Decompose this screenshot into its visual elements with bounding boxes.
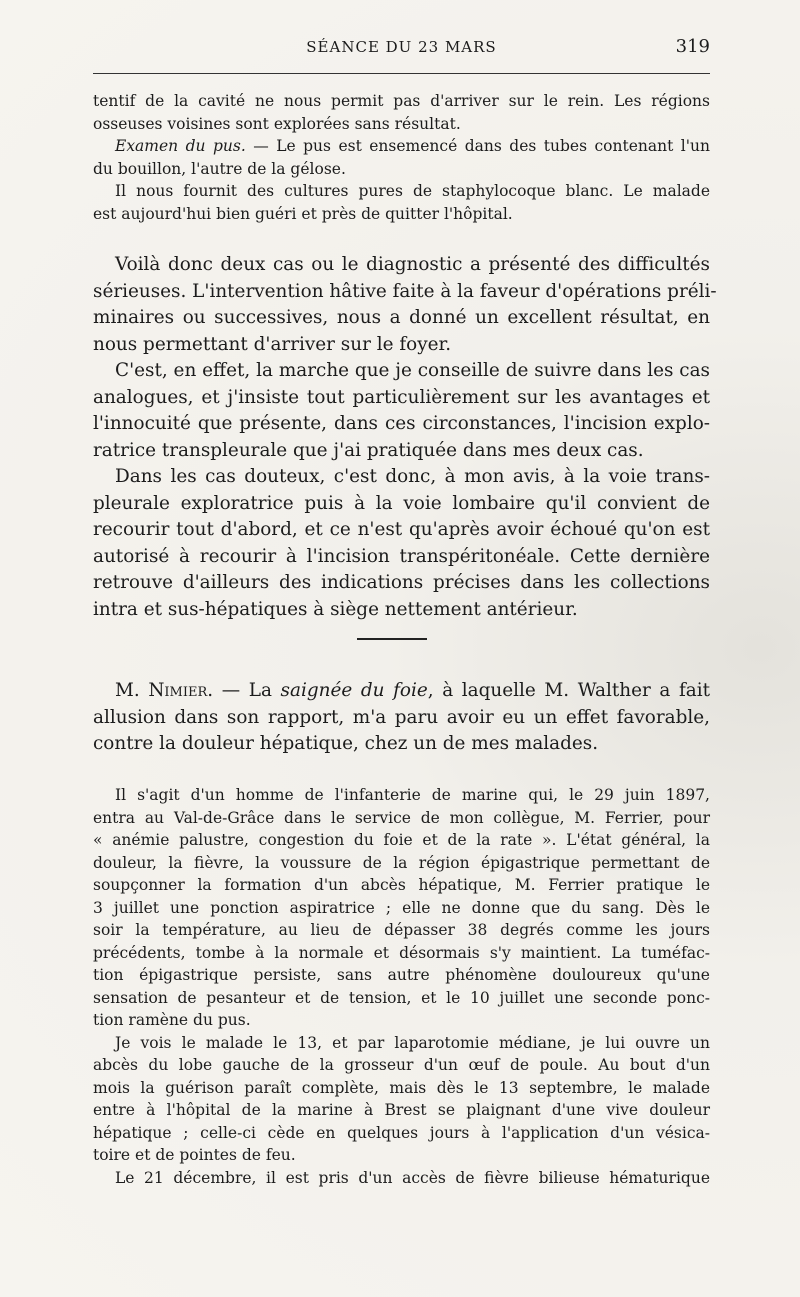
text-line: l'innocuité que présente, dans ces circonstances, l'incision explo- [93,413,710,434]
speaker-prefix: M. [115,680,149,701]
text-line: mois la guérison paraît complète, mais dès le 13 septembre, le malade [93,1078,710,1097]
text-line [93,135,710,158]
paragraph-block-4 [93,784,710,1189]
text-line: autorisé à recourir à l'incision transpéritonéale. Cette dernière [93,545,710,567]
text-line: sensation de pesanteur et de tension, et le 10 juillet une seconde ponc- [93,988,710,1007]
text-line: soir la température, au lieu de dépasser 38 degrés comme les jours [93,921,710,939]
text-line: Le 21 décembre, il est pris d'un accès de fièvre bilieuse hématurique [115,1168,710,1187]
page-header [93,36,710,60]
text-line: douleur, la fièvre, la voussure de la région épigastrique permettant de [93,853,710,872]
text-line: tentif de la cavité ne nous permit pas d'arriver sur le rein. Les régions [93,92,710,110]
text-line: Dans les cas douteux, c'est donc, à mon avis, à la voie trans- [115,466,710,487]
examen-rest: — Le pus est ensemencé dans des tubes contenant l'un [245,137,710,155]
text-line: entre à l'hôpital de la marine à Brest se plaignant d'une vive douleur [93,1101,710,1119]
text-line: abcès du lobe gauche de la grosseur d'un œuf de poule. Au bout d'un [93,1056,710,1074]
running-title: SÉANCE DU 23 MARS [306,38,497,56]
paragraph-block-1 [93,90,710,225]
text-line: tion ramène du pus. [93,1011,251,1029]
text-line: contre la douleur hépatique, chez un de mes malades. [93,733,599,754]
text-line: « anémie palustre, congestion du foie et de la rate ». L'état général, la [93,831,710,849]
examen-label: Examen du pus. [115,137,246,155]
text-line: analogues, et j'insiste tout particulièrement sur les avantages et [93,386,710,408]
paragraph-block-3 [93,678,710,758]
text-line: pleurale exploratrice puis à la voie lombaire qu'il convient de [93,492,710,514]
header-rule [93,73,710,74]
text-line: recourir tout d'abord, et ce n'est qu'après avoir échoué qu'on est [93,519,710,540]
speaker-line-a: . — La [207,680,281,701]
text-line: retrouve d'ailleurs des indications précises dans les collections [93,572,710,593]
text-line: Voilà donc deux cas ou le diagnostic a présenté des difficultés [115,254,710,275]
text-line: entra au Val-de-Grâce dans le service de mon collègue, M. Ferrier, pour [93,808,710,827]
speaker-line-b: , à laquelle M. Walther a fait [427,680,711,701]
section-separator [357,638,427,640]
text-line: Il nous fournit des cultures pures de staphylocoque blanc. Le malade [115,182,710,200]
speaker-line-italic: saignée du foie [280,680,428,701]
text-line: Je vois le malade le 13, et par laparotomie médiane, je lui ouvre un [115,1033,710,1052]
text-line: intra et sus-hépatiques à siège nettement antérieur. [93,598,578,620]
text-line: Il s'agit d'un homme de l'infanterie de marine qui, le 29 juin 1897, [115,786,710,804]
text-line: précédents, tombe à la normale et désormais s'y maintient. La tuméfac- [93,943,710,962]
text-line: tion épigastrique persiste, sans autre phénomène douloureux qu'une [93,966,710,984]
text-line: allusion dans son rapport, m'a paru avoir eu un effet favorable, [93,706,710,728]
speaker-name: Nimier [148,680,208,701]
text-line: est aujourd'hui bien guéri et près de quitter l'hôpital. [93,204,513,223]
text-line: minaires ou successives, nous a donné un excellent résultat, en [93,307,710,328]
text-line: 3 juillet une ponction aspiratrice ; elle ne donne que du sang. Dès le [93,898,710,917]
text-line: ratrice transpleurale que j'ai pratiquée dans mes deux cas. [93,439,644,461]
text-line: toire et de pointes de feu. [93,1146,296,1164]
text-line [93,678,710,705]
text-line: hépatique ; celle-ci cède en quelques jours à l'application d'un vésica- [93,1123,710,1142]
text-line: nous permettant d'arriver sur le foyer. [93,333,452,355]
page-number: 319 [675,36,710,57]
text-line: du bouillon, l'autre de la gélose. [93,159,346,178]
text-line: soupçonner la formation d'un abcès hépatique, M. Ferrier pratique le [93,876,710,894]
paragraph-block-2 [93,252,717,623]
text-line: osseuses voisines sont explorées sans résultat. [93,114,461,133]
text-line: sérieuses. L'intervention hâtive faite à la faveur d'opérations préli- [93,280,717,302]
text-line: C'est, en effet, la marche que je conseille de suivre dans les cas [115,360,710,381]
